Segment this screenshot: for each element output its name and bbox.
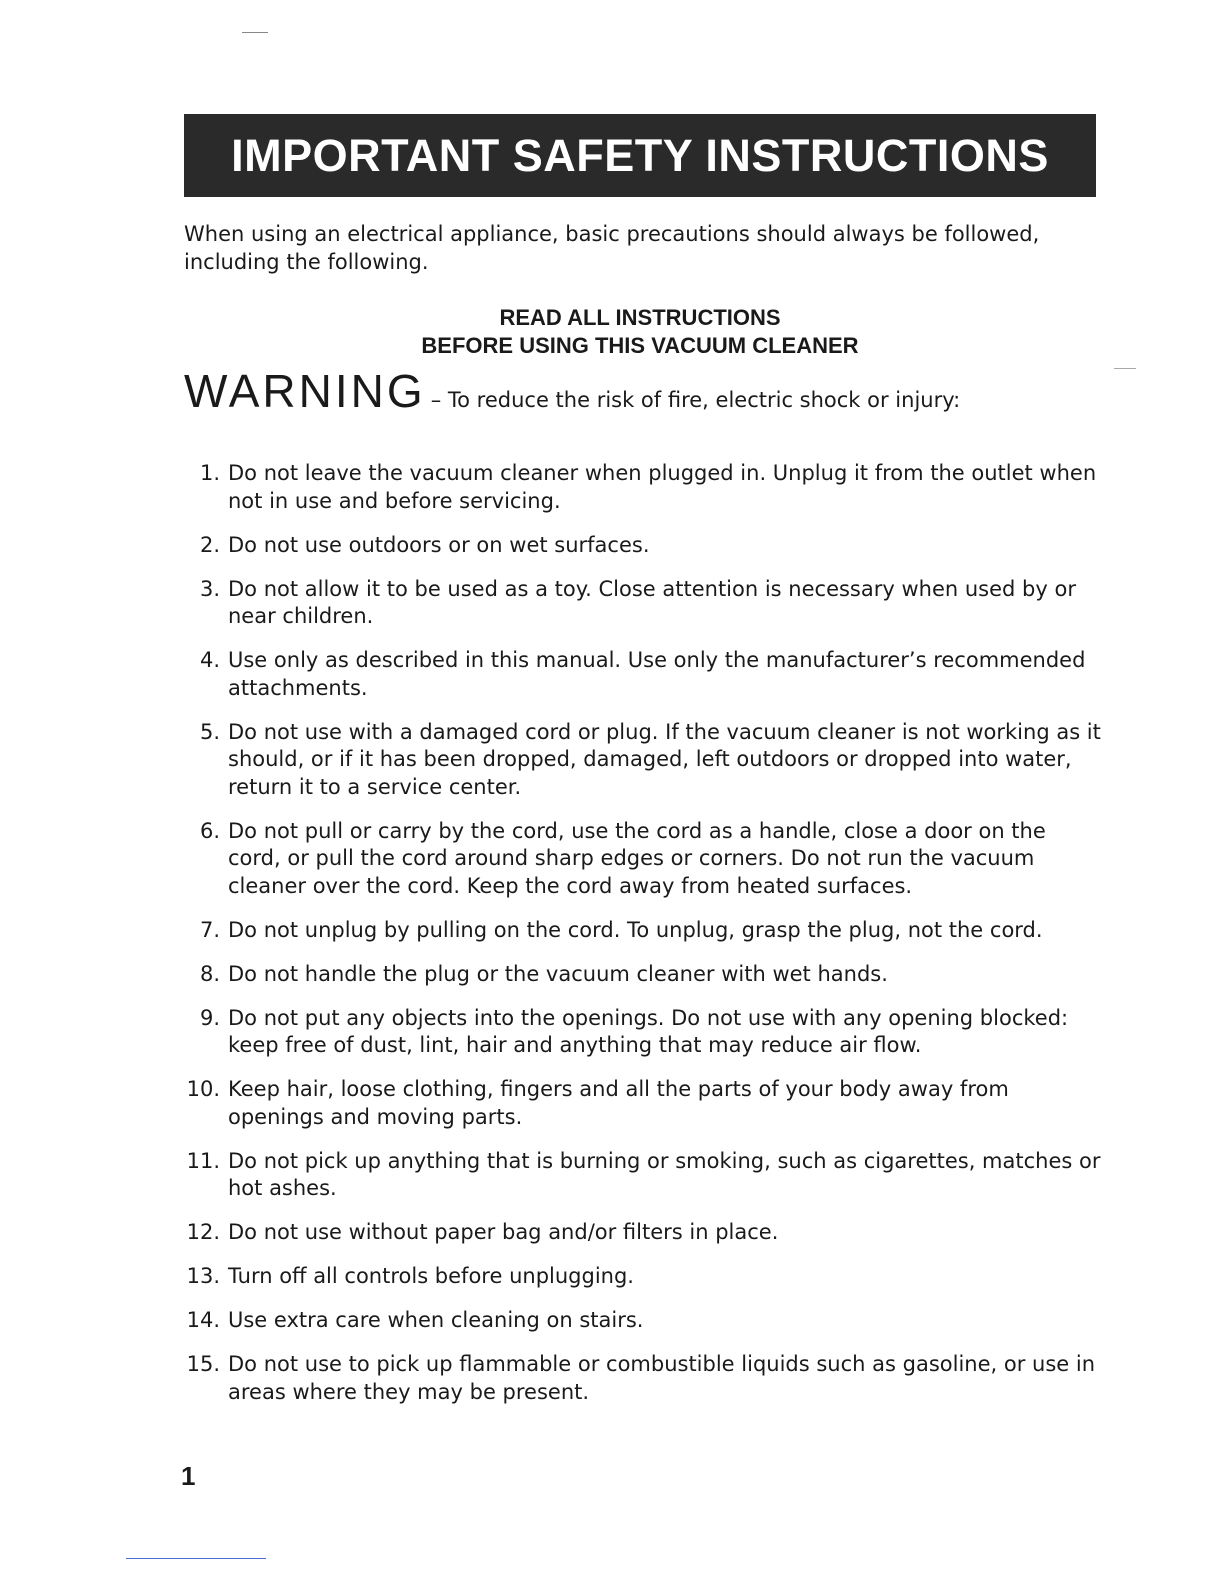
- page-number: 1: [181, 1461, 196, 1491]
- item-number: 4.: [199, 648, 220, 672]
- item-text: Do not use to pick up flammable or combustible liquids such as gasoline, or use in areas where they may be present.: [228, 1352, 1096, 1404]
- item-text: Do not pick up anything that is burning or smoking, such as cigarettes, matches or hot ashes.: [228, 1148, 1101, 1200]
- list-item: [184, 1263, 1104, 1291]
- item-number: 9.: [199, 1005, 220, 1030]
- list-item: [184, 1076, 1104, 1131]
- warning-text: – To reduce the risk of fire, electric shock or injury:: [430, 388, 961, 412]
- page-title: IMPORTANT SAFETY INSTRUCTIONS: [231, 129, 1049, 181]
- list-item: [184, 460, 1104, 515]
- item-text: Do not use without paper bag and/or filters in place.: [228, 1220, 779, 1244]
- read-all-line-2: BEFORE USING THIS VACUUM CLEANER: [421, 333, 859, 358]
- item-text: Do not put any objects into the openings. Do not use with any opening blocked: keep free of dust, lint, hair and anything that may reduce air flow.: [228, 1005, 1069, 1057]
- list-item: [184, 576, 1104, 631]
- instruction-list: [184, 460, 1104, 1423]
- item-number: 1.: [199, 461, 220, 485]
- item-text: Use extra care when cleaning on stairs.: [228, 1308, 644, 1332]
- list-item: [184, 1219, 1104, 1247]
- item-number: 10.: [186, 1077, 220, 1101]
- item-text: Do not use with a damaged cord or plug. If the vacuum cleaner is not working as it should, or if it has been dropped, damaged, left outdoors or dropped into water, return it to a service center.: [228, 719, 1101, 799]
- list-item: [184, 961, 1104, 989]
- list-item: [184, 719, 1104, 802]
- item-number: 12.: [186, 1220, 220, 1244]
- warning-heading: [184, 364, 1096, 418]
- item-text: Do not pull or carry by the cord, use the cord as a handle, close a door on the cord, or pull the cord around sharp edges or corners. Do not run the vacuum cleaner over the cord. Keep the cord away from heated surfaces.: [228, 818, 1046, 898]
- read-all-line-1: READ ALL INSTRUCTIONS: [499, 305, 781, 330]
- scan-speck: [242, 32, 268, 33]
- read-all-heading: [184, 304, 1096, 360]
- item-text: Keep hair, loose clothing, fingers and all the parts of your body away from openings and moving parts.: [228, 1077, 1009, 1129]
- list-item: [184, 818, 1104, 901]
- item-number: 11.: [186, 1148, 220, 1173]
- scan-speck: [1114, 368, 1136, 369]
- item-number: 7.: [199, 917, 220, 942]
- list-item: [184, 1148, 1104, 1203]
- list-item: [184, 532, 1104, 560]
- item-text: Turn off all controls before unplugging.: [228, 1264, 634, 1288]
- item-text: Do not unplug by pulling on the cord. To unplug, grasp the plug, not the cord.: [228, 917, 1043, 942]
- item-number: 13.: [186, 1264, 220, 1288]
- scan-line: [126, 1558, 266, 1559]
- list-item: [184, 1307, 1104, 1335]
- item-text: Do not leave the vacuum cleaner when plugged in. Unplug it from the outlet when not in use and before servicing.: [228, 461, 1097, 513]
- item-text: Do not use outdoors or on wet surfaces.: [228, 532, 650, 557]
- list-item: [184, 917, 1104, 945]
- list-item: [184, 1005, 1104, 1060]
- item-text: Use only as described in this manual. Use only the manufacturer’s recommended attachments.: [228, 648, 1086, 700]
- item-number: 2.: [199, 532, 220, 557]
- title-banner: [184, 114, 1096, 197]
- item-number: 8.: [199, 961, 220, 986]
- item-number: 15.: [186, 1352, 220, 1376]
- item-number: 14.: [186, 1308, 220, 1332]
- item-number: 6.: [199, 818, 220, 843]
- item-text: Do not handle the plug or the vacuum cleaner with wet hands.: [228, 961, 888, 986]
- item-text: Do not allow it to be used as a toy. Close attention is necessary when used by or near children.: [228, 576, 1076, 628]
- list-item: [184, 647, 1104, 702]
- warning-word: WARNING: [184, 365, 426, 417]
- item-number: 5.: [199, 719, 220, 744]
- intro-paragraph: When using an electrical appliance, basic precautions should always be followed, including the following.: [184, 222, 1040, 274]
- list-item: [184, 1351, 1104, 1406]
- item-number: 3.: [199, 576, 220, 601]
